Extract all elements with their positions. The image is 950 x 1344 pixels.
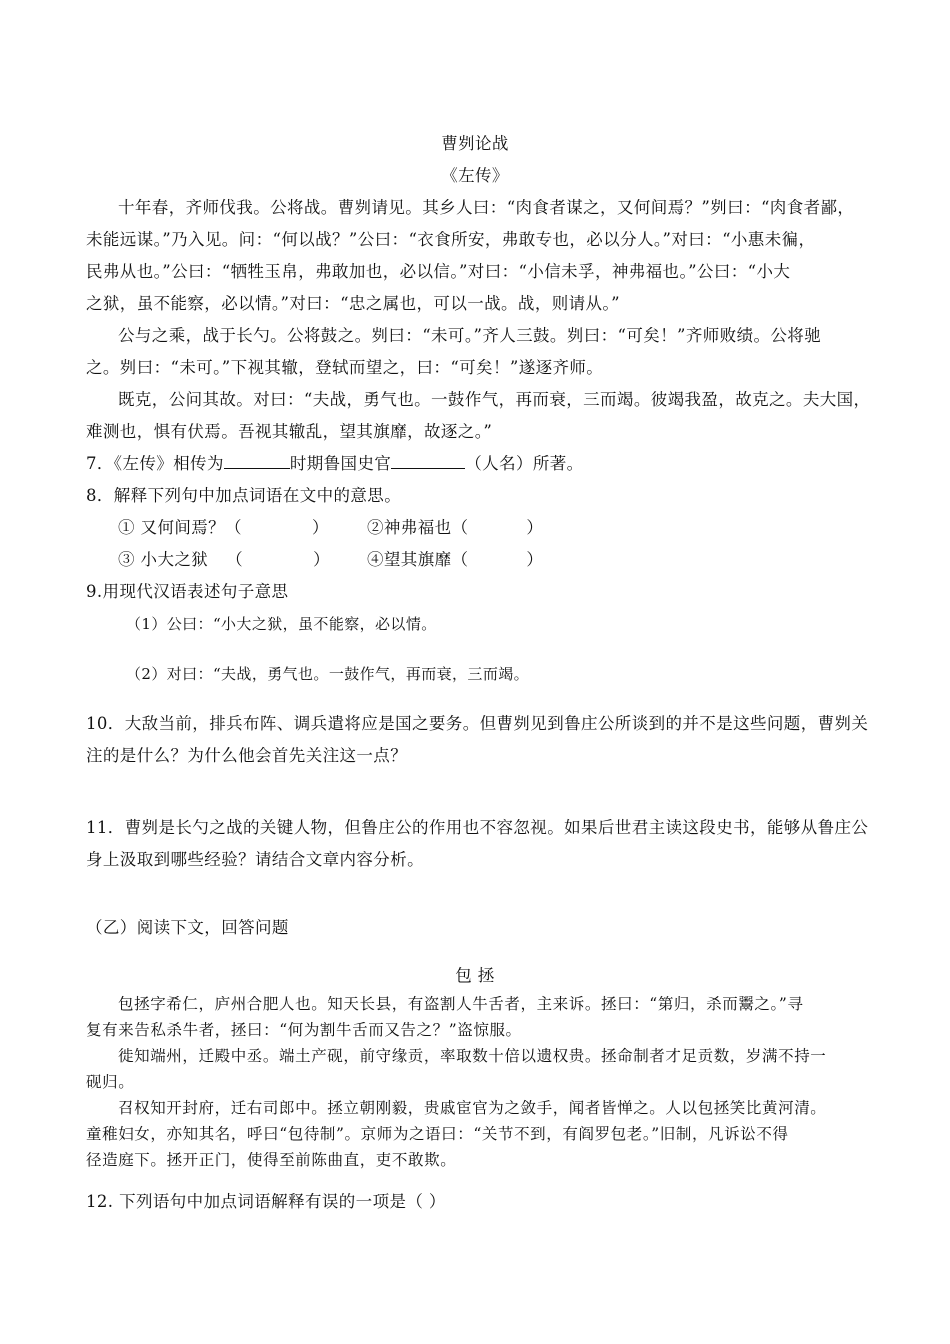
q7-part3: （人名）所著。 xyxy=(465,454,584,473)
passage1-line-1: 十年春，齐师伐我。公将战。曹刿请见。其乡人曰：“肉食者谋之，又何间焉？”刿曰：“肉食者鄙， xyxy=(118,198,855,217)
q8-item-3-close: ） xyxy=(313,550,330,569)
passage1-line-5: 公与之乘，战于长勺。公将鼓之。刿曰：“未可。”齐人三鼓。刿曰：“可矣！”齐师败绩。公将驰 xyxy=(118,326,822,345)
passage1-line-2: 未能远谋。”乃入见。问：“何以战？”公曰：“衣食所安，弗敢专也，必以分人。”对曰：“小惠未徧， xyxy=(86,230,816,249)
passage2-line-7: 径造庭下。拯开正门，使得至前陈曲直，吏不敢欺。 xyxy=(86,1151,457,1169)
question-7 xyxy=(86,454,584,474)
passage2-line-4: 砚归。 xyxy=(86,1073,135,1091)
q8-item-4-label: ④望其旗靡（ xyxy=(367,550,469,569)
question-12: 12. 下列语句中加点词语解释有误的一项是（ ） xyxy=(86,1192,446,1211)
q8-item-4-close: ） xyxy=(526,550,544,569)
question-9-stem: 9.用现代汉语表述句子意思 xyxy=(86,582,289,601)
q8-item-3-label: ③ 小大之狱 xyxy=(118,550,209,569)
q8-item-3 xyxy=(118,550,330,570)
q9-sentence-2: （2）对曰：“夫战，勇气也。一鼓作气，再而衰，三而竭。 xyxy=(126,665,530,683)
passage2-line-1: 包拯字希仁，庐州合肥人也。知天长县，有盗割人牛舌者，主来诉。拯曰：“第归，杀而鬻之。”寻 xyxy=(118,995,804,1013)
question-8-stem: 8．解释下列句中加点词语在文中的意思。 xyxy=(86,486,402,505)
q7-part1: 7．《左传》相传为 xyxy=(86,454,224,473)
q7-blank-name[interactable] xyxy=(391,454,465,469)
q9-sentence-1: （1）公曰：“小大之狱，虽不能察，必以情。 xyxy=(126,615,437,633)
passage1-line-3: 民弗从也。”公曰：“牺牲玉帛，弗敢加也，必以信。”对曰：“小信未孚，神弗福也。”公曰：“小大 xyxy=(86,262,791,281)
q8-item-2-close: ） xyxy=(526,518,544,537)
question-10-line-1: 10．大敌当前，排兵布阵、调兵遣将应是国之要务。但曹刿见到鲁庄公所谈到的并不是这些问题，曹刿关 xyxy=(86,714,869,733)
passage2-line-6: 童稚妇女，亦知其名，呼曰“包待制”。京师为之语曰：“关节不到，有阎罗包老。”旧制，凡诉讼不得 xyxy=(86,1125,789,1143)
q8-item-1-label: ① 又何间焉？（ xyxy=(118,518,242,537)
q8-item-2 xyxy=(367,518,543,538)
q8-item-1 xyxy=(118,518,329,538)
passage1-line-6: 之。刿曰：“未可。”下视其辙，登轼而望之，曰：“可矣！”遂逐齐师。 xyxy=(86,358,604,377)
q8-item-4 xyxy=(367,550,543,570)
passage1-line-4: 之狱，虽不能察，必以情。”对曰：“忠之属也，可以一战。战，则请从。” xyxy=(86,294,620,313)
q8-item-2-label: ②神弗福也（ xyxy=(367,518,469,537)
passage1-line-8: 难测也，惧有伏焉。吾视其辙乱，望其旗靡，故逐之。” xyxy=(86,422,493,441)
q7-part2: 时期鲁国史官 xyxy=(289,454,392,473)
question-10-line-2: 注的是什么？为什么他会首先关注这一点？ xyxy=(86,746,408,765)
q7-blank-period[interactable] xyxy=(224,454,290,469)
passage1-source: 《左传》 xyxy=(441,166,509,185)
question-11-line-2: 身上汲取到哪些经验？请结合文章内容分析。 xyxy=(86,850,424,869)
q8-item-3-open: （ xyxy=(226,550,244,569)
passage2-title: 包 拯 xyxy=(455,966,495,985)
passage1-line-7: 既克，公问其故。对曰：“夫战，勇气也。一鼓作气，再而衰，三而竭。彼竭我盈，故克之。夫大国， xyxy=(118,390,871,409)
passage2-line-3: 徙知端州，迁殿中丞。端土产砚，前守缘贡，率取数十倍以遗权贵。拯命制者才足贡数，岁满不持一 xyxy=(118,1047,827,1065)
section-b-heading: （乙）阅读下文，回答问题 xyxy=(86,918,289,937)
question-11-line-1: 11．曹刿是长勺之战的关键人物，但鲁庄公的作用也不容忽视。如果后世君主读这段史书，能够从鲁庄公 xyxy=(86,818,869,837)
passage2-line-5: 召权知开封府，迁右司郎中。拯立朝刚毅，贵戚宦官为之敛手，闻者皆惮之。人以包拯笑比黄河清。 xyxy=(118,1099,827,1117)
q8-item-1-close: ） xyxy=(311,518,329,537)
passage1-title: 曹刿论战 xyxy=(441,134,509,153)
passage2-line-2: 复有来告私杀牛者，拯曰：“何为割牛舌而又告之？”盗惊服。 xyxy=(86,1021,522,1039)
